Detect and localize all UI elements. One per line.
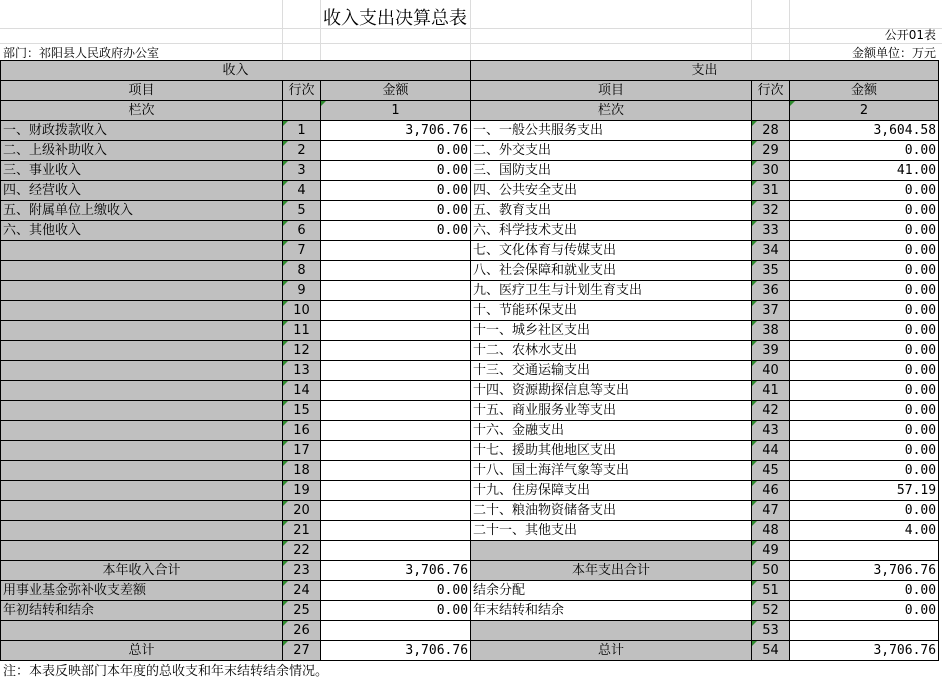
column-index-row [1, 101, 939, 121]
form-id: 公开01表 [884, 28, 936, 42]
income-rowno-cell: 7 [283, 241, 321, 261]
expense-rowno-header: 行次 [752, 81, 790, 101]
income-rowno-cell: 22 [283, 541, 321, 561]
income-item-cell: 三、事业收入 [1, 161, 283, 181]
expense-item-cell: 十四、资源勘探信息等支出 [471, 381, 752, 401]
income-rowno-cell: 12 [283, 341, 321, 361]
expense-item-cell: 二十、粮油物资储备支出 [471, 501, 752, 521]
footnote: 注：本表反映部门本年度的总收支和年末结转结余情况。 [3, 664, 329, 679]
expense-column-number: 2 [790, 101, 939, 121]
income-rowno-cell: 17 [283, 441, 321, 461]
table-row [1, 621, 939, 641]
income-amount-cell [321, 481, 471, 501]
expense-item-cell: 一、一般公共服务支出 [471, 121, 752, 141]
income-item-cell [1, 241, 283, 261]
expense-amount-cell: 0.00 [790, 181, 939, 201]
expense-amount-cell: 3,706.76 [790, 561, 939, 581]
income-amount-cell [321, 461, 471, 481]
income-rowno-cell: 26 [283, 621, 321, 641]
expense-rowno-cell: 31 [752, 181, 790, 201]
expense-rowno-cell: 44 [752, 441, 790, 461]
income-item-cell: 年初结转和结余 [1, 601, 283, 621]
expense-item-cell: 十五、商业服务业等支出 [471, 401, 752, 421]
expense-item-cell [471, 541, 752, 561]
table-row [1, 461, 939, 481]
expense-amount-cell: 0.00 [790, 601, 939, 621]
table-row [1, 501, 939, 521]
income-rowno-cell: 9 [283, 281, 321, 301]
income-amount-cell [321, 421, 471, 441]
table-row [1, 581, 939, 601]
table-row [1, 181, 939, 201]
table-row [1, 381, 939, 401]
income-amount-cell: 0.00 [321, 221, 471, 241]
expense-amount-cell: 0.00 [790, 321, 939, 341]
income-amount-cell: 0.00 [321, 601, 471, 621]
expense-item-cell: 三、国防支出 [471, 161, 752, 181]
table-row [1, 341, 939, 361]
income-amount-cell [321, 301, 471, 321]
expense-amount-cell: 4.00 [790, 521, 939, 541]
income-rowno-cell: 1 [283, 121, 321, 141]
table-row [1, 401, 939, 421]
income-amount-cell [321, 401, 471, 421]
expense-amount-cell: 57.19 [790, 481, 939, 501]
expense-item-cell: 十七、援助其他地区支出 [471, 441, 752, 461]
income-amount-cell [321, 501, 471, 521]
income-item-header: 项目 [1, 81, 283, 101]
income-amount-cell [321, 521, 471, 541]
income-item-cell [1, 421, 283, 441]
expense-rowno-cell: 37 [752, 301, 790, 321]
report-title: 收入支出决算总表 [323, 8, 467, 29]
section-header-row [1, 61, 939, 81]
income-rowno-cell: 16 [283, 421, 321, 441]
expense-rowno-cell: 46 [752, 481, 790, 501]
income-amount-cell: 3,706.76 [321, 561, 471, 581]
table-row [1, 141, 939, 161]
expense-rowno-cell: 29 [752, 141, 790, 161]
income-rowno-cell: 3 [283, 161, 321, 181]
expense-rowno-cell: 33 [752, 221, 790, 241]
income-item-cell [1, 501, 283, 521]
expense-amount-cell: 0.00 [790, 201, 939, 221]
income-amount-cell: 3,706.76 [321, 121, 471, 141]
expense-rowno-cell: 43 [752, 421, 790, 441]
expense-rowno-cell: 53 [752, 621, 790, 641]
income-amount-cell [321, 341, 471, 361]
expense-section-header: 支出 [471, 61, 939, 81]
expense-amount-cell: 0.00 [790, 441, 939, 461]
income-section-header: 收入 [1, 61, 471, 81]
income-amount-header: 金额 [321, 81, 471, 101]
expense-rowno-cell: 45 [752, 461, 790, 481]
income-item-cell: 六、其他收入 [1, 221, 283, 241]
expense-rowno-cell: 52 [752, 601, 790, 621]
income-item-cell: 用事业基金弥补收支差额 [1, 581, 283, 601]
income-rowno-header: 行次 [283, 81, 321, 101]
income-rowno-cell: 10 [283, 301, 321, 321]
expense-column-blank [752, 101, 790, 121]
income-amount-cell [321, 621, 471, 641]
income-rowno-cell: 25 [283, 601, 321, 621]
table-row [1, 121, 939, 141]
expense-item-cell: 十二、农林水支出 [471, 341, 752, 361]
income-item-cell: 本年收入合计 [1, 561, 283, 581]
expense-rowno-cell: 47 [752, 501, 790, 521]
report-title-bar [0, 0, 942, 28]
income-item-cell [1, 301, 283, 321]
expense-amount-cell: 0.00 [790, 241, 939, 261]
income-item-cell [1, 281, 283, 301]
income-amount-cell [321, 321, 471, 341]
income-column-number: 1 [321, 101, 471, 121]
expense-item-cell: 四、公共安全支出 [471, 181, 752, 201]
income-amount-cell [321, 541, 471, 561]
expense-amount-cell: 0.00 [790, 361, 939, 381]
expense-item-cell: 二、外交支出 [471, 141, 752, 161]
expense-rowno-cell: 40 [752, 361, 790, 381]
amount-unit-label: 金额单位：万元 [851, 46, 936, 60]
expense-amount-cell: 0.00 [790, 301, 939, 321]
income-rowno-cell: 8 [283, 261, 321, 281]
expense-item-cell [471, 621, 752, 641]
income-rowno-cell: 23 [283, 561, 321, 581]
expense-amount-cell: 0.00 [790, 341, 939, 361]
expense-item-cell: 年末结转和结余 [471, 601, 752, 621]
expense-amount-cell: 0.00 [790, 461, 939, 481]
expense-item-cell: 七、文化体育与传媒支出 [471, 241, 752, 261]
income-item-cell [1, 461, 283, 481]
income-item-cell: 四、经营收入 [1, 181, 283, 201]
expense-item-cell: 总计 [471, 641, 752, 661]
expense-rowno-cell: 39 [752, 341, 790, 361]
expense-amount-cell: 3,604.58 [790, 121, 939, 141]
income-item-cell [1, 481, 283, 501]
income-amount-cell [321, 241, 471, 261]
expense-item-cell: 十六、金融支出 [471, 421, 752, 441]
department-label: 部门：祁阳县人民政府办公室 [3, 46, 160, 60]
expense-amount-header: 金额 [790, 81, 939, 101]
table-row [1, 261, 939, 281]
expense-amount-cell: 0.00 [790, 501, 939, 521]
income-rowno-cell: 20 [283, 501, 321, 521]
income-amount-cell: 0.00 [321, 141, 471, 161]
income-amount-cell [321, 281, 471, 301]
expense-amount-cell: 41.00 [790, 161, 939, 181]
expense-rowno-cell: 42 [752, 401, 790, 421]
expense-amount-cell [790, 621, 939, 641]
table-row [1, 241, 939, 261]
income-item-cell [1, 381, 283, 401]
income-column-blank [283, 101, 321, 121]
expense-amount-cell: 0.00 [790, 141, 939, 161]
table-row [1, 221, 939, 241]
expense-item-cell: 八、社会保障和就业支出 [471, 261, 752, 281]
income-rowno-cell: 18 [283, 461, 321, 481]
income-item-cell [1, 401, 283, 421]
income-amount-cell [321, 381, 471, 401]
expense-amount-cell [790, 541, 939, 561]
expense-item-cell: 十一、城乡社区支出 [471, 321, 752, 341]
expense-rowno-cell: 28 [752, 121, 790, 141]
income-rowno-cell: 19 [283, 481, 321, 501]
expense-item-cell: 十八、国土海洋气象等支出 [471, 461, 752, 481]
expense-item-cell: 二十一、其他支出 [471, 521, 752, 541]
table-row [1, 441, 939, 461]
expense-amount-cell: 0.00 [790, 401, 939, 421]
table-row [1, 541, 939, 561]
income-item-cell: 一、财政拨款收入 [1, 121, 283, 141]
expense-item-header: 项目 [471, 81, 752, 101]
income-amount-cell: 0.00 [321, 161, 471, 181]
income-item-cell: 二、上级补助收入 [1, 141, 283, 161]
expense-item-cell: 十三、交通运输支出 [471, 361, 752, 381]
expense-item-cell: 十九、住房保障支出 [471, 481, 752, 501]
income-rowno-cell: 6 [283, 221, 321, 241]
income-rowno-cell: 11 [283, 321, 321, 341]
income-column-label: 栏次 [1, 101, 283, 121]
income-rowno-cell: 27 [283, 641, 321, 661]
income-item-cell [1, 541, 283, 561]
table-row [1, 361, 939, 381]
expense-amount-cell: 0.00 [790, 421, 939, 441]
expense-rowno-cell: 36 [752, 281, 790, 301]
table-row [1, 601, 939, 621]
table-row [1, 321, 939, 341]
expense-rowno-cell: 48 [752, 521, 790, 541]
expense-column-label: 栏次 [471, 101, 752, 121]
table-row [1, 281, 939, 301]
expense-rowno-cell: 51 [752, 581, 790, 601]
expense-rowno-cell: 32 [752, 201, 790, 221]
expense-item-cell: 九、医疗卫生与计划生育支出 [471, 281, 752, 301]
income-item-cell [1, 341, 283, 361]
expense-amount-cell: 0.00 [790, 281, 939, 301]
table-row [1, 421, 939, 441]
income-amount-cell: 0.00 [321, 581, 471, 601]
expense-rowno-cell: 54 [752, 641, 790, 661]
expense-rowno-cell: 38 [752, 321, 790, 341]
income-rowno-cell: 24 [283, 581, 321, 601]
table-row [1, 561, 939, 581]
column-header-row [1, 81, 939, 101]
expense-amount-cell: 3,706.76 [790, 641, 939, 661]
income-item-cell: 总计 [1, 641, 283, 661]
income-item-cell: 五、附属单位上缴收入 [1, 201, 283, 221]
expense-item-cell: 六、科学技术支出 [471, 221, 752, 241]
income-amount-cell: 3,706.76 [321, 641, 471, 661]
expense-amount-cell: 0.00 [790, 221, 939, 241]
income-amount-cell [321, 441, 471, 461]
expense-rowno-cell: 50 [752, 561, 790, 581]
income-amount-cell [321, 261, 471, 281]
expense-amount-cell: 0.00 [790, 381, 939, 401]
table-row [1, 301, 939, 321]
income-rowno-cell: 21 [283, 521, 321, 541]
income-rowno-cell: 4 [283, 181, 321, 201]
income-rowno-cell: 15 [283, 401, 321, 421]
income-rowno-cell: 2 [283, 141, 321, 161]
table-row [1, 161, 939, 181]
table-row [1, 641, 939, 661]
income-amount-cell [321, 361, 471, 381]
income-item-cell [1, 521, 283, 541]
table-row [1, 201, 939, 221]
expense-rowno-cell: 41 [752, 381, 790, 401]
income-rowno-cell: 5 [283, 201, 321, 221]
income-amount-cell: 0.00 [321, 201, 471, 221]
expense-item-cell: 十、节能环保支出 [471, 301, 752, 321]
table-row [1, 481, 939, 501]
income-item-cell [1, 261, 283, 281]
income-rowno-cell: 14 [283, 381, 321, 401]
income-item-cell [1, 321, 283, 341]
table-row [1, 521, 939, 541]
income-rowno-cell: 13 [283, 361, 321, 381]
expense-rowno-cell: 35 [752, 261, 790, 281]
expense-rowno-cell: 30 [752, 161, 790, 181]
income-item-cell [1, 361, 283, 381]
expense-rowno-cell: 34 [752, 241, 790, 261]
income-amount-cell: 0.00 [321, 181, 471, 201]
income-item-cell [1, 441, 283, 461]
expense-amount-cell: 0.00 [790, 581, 939, 601]
expense-item-cell: 五、教育支出 [471, 201, 752, 221]
expense-rowno-cell: 49 [752, 541, 790, 561]
income-item-cell [1, 621, 283, 641]
expense-item-cell: 结余分配 [471, 581, 752, 601]
expense-amount-cell: 0.00 [790, 261, 939, 281]
expense-item-cell: 本年支出合计 [471, 561, 752, 581]
summary-table [0, 60, 939, 661]
